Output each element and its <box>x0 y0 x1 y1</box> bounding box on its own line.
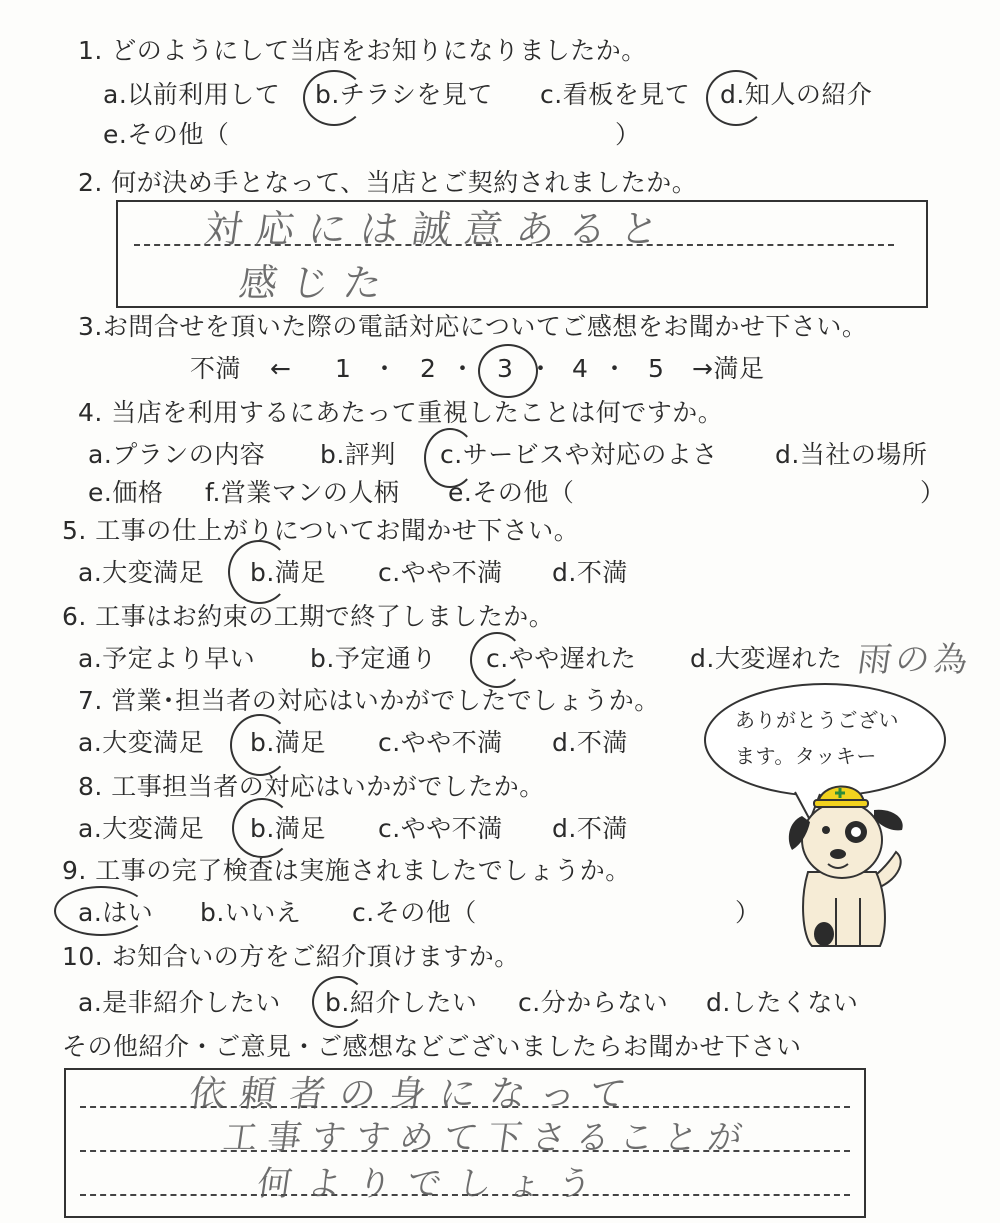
q5-option-b[interactable]: b.満足 <box>250 558 326 587</box>
q3-left-label: 不満 <box>190 354 242 383</box>
q3-left-arrow: ← <box>270 354 292 383</box>
q5-circle-b <box>228 540 290 604</box>
q10-option-c: c.分からない <box>518 988 669 1017</box>
q9-question: 9. 工事の完了検査は実施されましたでしょうか。 <box>62 856 631 885</box>
q7-option-d: d.不満 <box>552 728 628 757</box>
q1-option-e: e.その他（ <box>103 120 230 149</box>
q3-circle-3 <box>478 344 538 398</box>
q5-option-c: c.やや不満 <box>378 558 503 587</box>
q3-scale-2: 2 <box>420 354 437 383</box>
q6-question: 6. 工事はお約束の工期で終了しましたか。 <box>62 602 555 631</box>
q8-option-c: c.やや不満 <box>378 814 503 843</box>
q7-question: 7. 営業･担当者の対応はいかがでしたでしょうか。 <box>78 686 660 715</box>
q6-option-b: b.予定通り <box>310 644 437 673</box>
q6-option-c[interactable]: c.やや遅れた <box>486 644 637 673</box>
q4-option-other: e.その他（ <box>448 478 575 507</box>
q10-question: 10. お知合いの方をご紹介頂けますか。 <box>62 942 520 971</box>
q1-option-a: a.以前利用して <box>103 80 281 109</box>
q1-other-close: ） <box>615 120 641 149</box>
q10-circle-b <box>312 976 366 1028</box>
q5-option-a: a.大変満足 <box>78 558 205 587</box>
comments-prompt: その他紹介・ご意見・ご感想などございましたらお聞かせ下さい <box>62 1032 802 1061</box>
comments-line-1[interactable]: 依頼者の身になって <box>186 1074 643 1115</box>
q9-option-c: c.その他（ <box>352 898 477 927</box>
q3-question: 3.お問合せを頂いた際の電話対応についてご感想をお聞かせ下さい。 <box>78 312 868 341</box>
q1-circle-d <box>706 70 766 126</box>
q4-option-c[interactable]: c.サービスや対応のよさ <box>440 440 718 469</box>
q9-option-b: b.いいえ <box>200 898 302 927</box>
q4-option-b: b.評判 <box>320 440 396 469</box>
q1-question: 1. どのようにして当店をお知りになりましたか。 <box>78 36 647 65</box>
q7-circle-b <box>230 714 290 776</box>
q8-option-d: d.不満 <box>552 814 628 843</box>
q3-dot: ・ <box>602 354 628 383</box>
q3-dot: ・ <box>450 354 476 383</box>
q3-scale-1: 1 <box>335 354 352 383</box>
q6-circle-c <box>470 632 524 688</box>
q5-question: 5. 工事の仕上がりについてお聞かせ下さい。 <box>62 516 580 545</box>
q7-option-b[interactable]: b.満足 <box>250 728 326 757</box>
q10-option-d: d.したくない <box>706 988 859 1017</box>
q1-circle-b <box>303 70 365 126</box>
q10-option-b[interactable]: b.紹介したい <box>325 988 478 1017</box>
comments-line-3[interactable]: 何よりでしょう <box>254 1164 611 1204</box>
q9-other-close: ） <box>735 898 761 927</box>
q4-option-f: f.営業マンの人柄 <box>205 478 400 507</box>
q4-question: 4. 当店を利用するにあたって重視したことは何ですか。 <box>78 398 724 427</box>
q7-option-a: a.大変満足 <box>78 728 205 757</box>
q4-option-d: d.当社の場所 <box>775 440 928 469</box>
q9-circle-a <box>54 886 148 936</box>
q4-circle-c <box>424 428 476 488</box>
q2-question: 2. 何が決め手となって、当店とご契約されましたか。 <box>78 168 698 197</box>
q9-option-a[interactable]: a.はい <box>78 898 154 927</box>
q4-option-a: a.プランの内容 <box>88 440 266 469</box>
q6-handwritten-note[interactable]: 雨の為 <box>854 640 975 680</box>
q3-scale-5: 5 <box>648 354 665 383</box>
q4-option-e-price: e.価格 <box>88 478 164 507</box>
q5-option-d: d.不満 <box>552 558 628 587</box>
q4-other-close: ） <box>920 478 946 507</box>
q7-option-c: c.やや不満 <box>378 728 503 757</box>
q10-option-a: a.是非紹介したい <box>78 988 281 1017</box>
q1-option-b[interactable]: b.チラシを見て <box>315 80 493 109</box>
q8-question: 8. 工事担当者の対応はいかがでしたか。 <box>78 772 545 801</box>
q3-right-label: →満足 <box>692 354 765 383</box>
bubble-line-2: ます。タッキー <box>735 744 877 768</box>
bubble-line-1: ありがとうござい <box>735 708 899 732</box>
q3-dot: ・ <box>528 354 554 383</box>
q3-scale-4: 4 <box>572 354 589 383</box>
q1-option-d[interactable]: d.知人の紹介 <box>720 80 873 109</box>
q3-scale-3[interactable]: 3 <box>497 354 514 383</box>
q2-answer-line-2[interactable]: 感じた <box>236 261 399 305</box>
q8-circle-b <box>232 798 292 858</box>
q8-option-a: a.大変満足 <box>78 814 205 843</box>
q2-answer-line-1[interactable]: 対応には誠意あると <box>201 207 676 251</box>
q6-option-d: d.大変遅れた <box>690 644 843 673</box>
q3-dot: ・ <box>372 354 398 383</box>
comments-line-2[interactable]: 工事すすめて下さることが <box>220 1118 755 1158</box>
dog-mascot-illustration <box>780 768 920 948</box>
q1-option-c: c.看板を見て <box>540 80 691 109</box>
q8-option-b[interactable]: b.満足 <box>250 814 326 843</box>
q6-option-a: a.予定より早い <box>78 644 256 673</box>
